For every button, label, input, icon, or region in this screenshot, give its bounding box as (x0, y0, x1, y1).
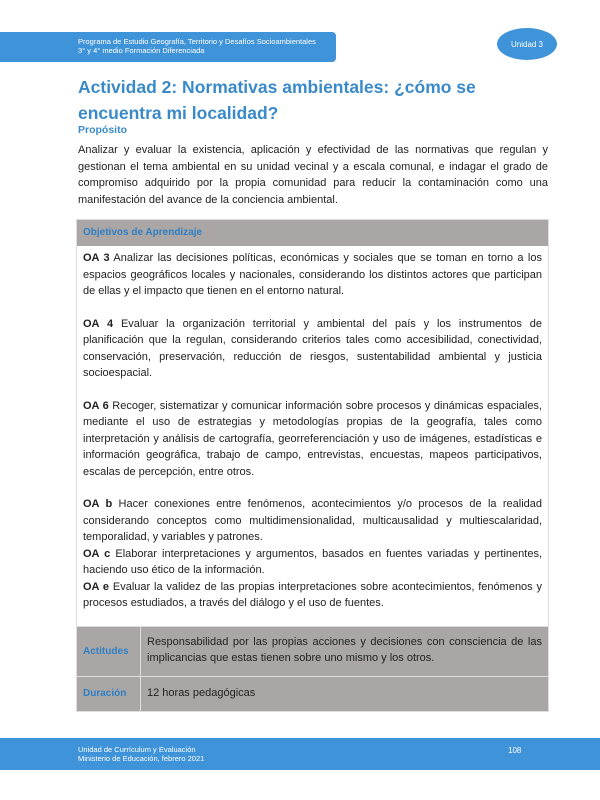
attitudes-row (77, 626, 548, 676)
purpose-text: Analizar y evaluar la existencia, aplicación y efectividad de las normativas que regulan y gestionan el tema ambiental en su unidad vecinal y a escala comunal, e indagar el grado de compromiso adquirido por la propia comunidad para reducir la contaminación como una manifestación del avance de la conciencia ambiental. (78, 144, 548, 206)
objective-item (83, 579, 542, 612)
page-title: Actividad 2: Normativas ambientales: ¿cómo se encuentra mi localidad? (78, 77, 476, 123)
attitudes-label: Actitudes (77, 627, 141, 676)
objectives-table (76, 219, 549, 712)
objective-text: Elaborar interpretaciones y argumentos, basados en fuentes variadas y pertinentes, haciendo uso ético de la información. (83, 547, 542, 576)
footer-unit: Unidad de Currículum y Evaluación (78, 745, 196, 754)
footer-band (0, 738, 600, 770)
objective-code: OA 4 (83, 317, 114, 330)
program-level: 3° y 4° medio Formación Diferenciada (78, 46, 205, 55)
objective-code: OA e (83, 580, 110, 593)
duration-value: 12 horas pedagógicas (147, 686, 256, 699)
header-band (0, 32, 336, 62)
objective-code: OA c (83, 547, 111, 560)
duration-row (77, 676, 548, 712)
objectives-list (77, 246, 548, 620)
attitudes-value: Responsabilidad por las propias acciones y decisiones con consciencia de las implicancias que estas tienen sobre uno mismo y los otros. (147, 635, 542, 664)
objective-code: OA b (83, 498, 113, 510)
objective-code: OA 6 (83, 399, 109, 412)
objective-text: Analizar las decisiones políticas, económicas y sociales que se toman en torno a los espacios geográficos locales y nacionales, considerando los distintos actores que participan de ellas y el impacto que tienen en el entorno natural. (83, 252, 542, 297)
purpose-heading: Propósito (78, 124, 127, 136)
objective-item (83, 398, 542, 481)
footer-ministry: Ministerio de Educación, febrero 2021 (78, 754, 205, 763)
objective-text: Hacer conexiones entre fenómenos, acontecimientos y/o procesos de la realidad considerando conceptos como multidimensionalidad, multicausalidad y multiescalaridad, temporalidad, y variables y patrones. (83, 498, 542, 543)
unit-badge: Unidad 3 (497, 28, 557, 60)
objective-item (83, 496, 542, 546)
objective-item (83, 250, 542, 300)
objective-text: Evaluar la organización territorial y ambiental del país y los instrumentos de planificación que la regulan, considerando criterios tales como accesibilidad, conectividad, conservación, preservación, reducción de riesgos, sustentabilidad ambiental y justicia socioespacial. (83, 317, 542, 379)
objective-code: OA 3 (83, 252, 110, 264)
objective-item (83, 316, 542, 382)
objective-text: Recoger, sistematizar y comunicar información sobre procesos y dinámicas espaciales, mediante el uso de estrategias y metodologías propias de la geografía, tales como interpretación y análisis de cartografía, georreferenciación y uso de imágenes, estadísticas e información geográfica, trabajo de campo, entrevistas, encuestas, mapeos participativos, escalas de percepción, entre otros. (83, 399, 542, 478)
objective-text: Evaluar la validez de las propias interpretaciones sobre acontecimientos, fenómenos y procesos estudiados, a través del diálogo y el uso de fuentes. (83, 580, 543, 609)
program-title: Programa de Estudio Geografía, Territorio y Desafíos Socioambientales (78, 37, 316, 46)
objective-item (83, 546, 542, 579)
page-number: 108 (508, 746, 522, 755)
duration-label: Duración (77, 677, 141, 712)
objectives-heading: Objetivos de Aprendizaje (77, 220, 548, 246)
